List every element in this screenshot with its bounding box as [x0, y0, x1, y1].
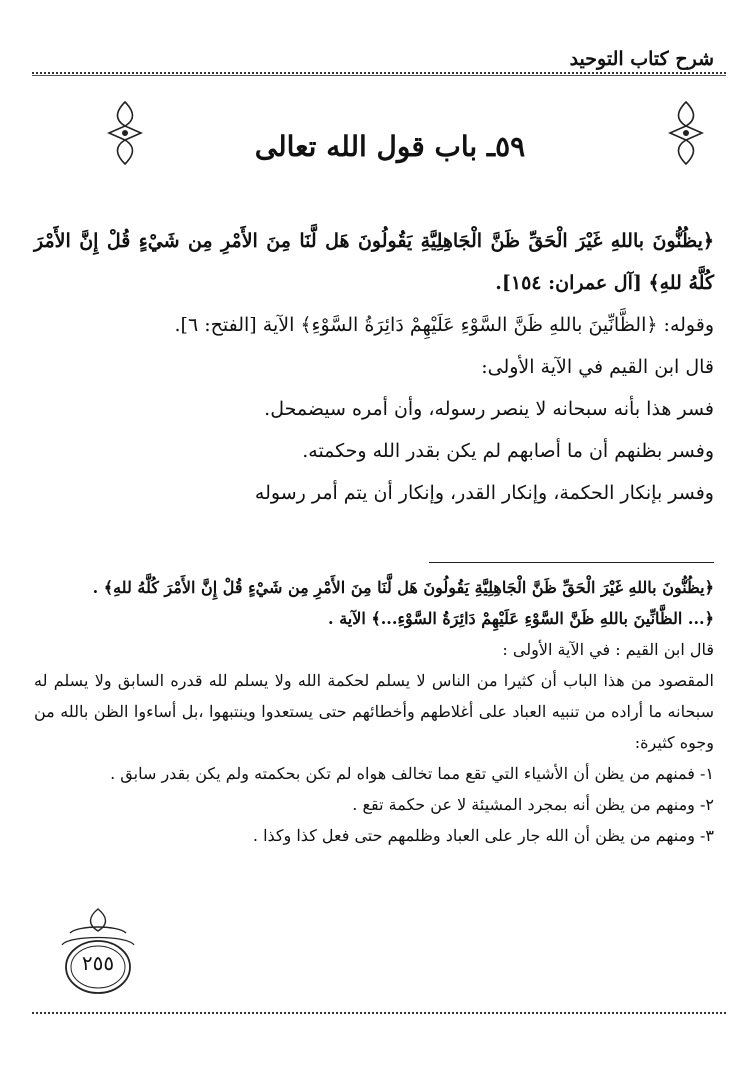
- ibn-qayyim-intro: قال ابن القيم في الآية الأولى:: [481, 356, 714, 378]
- header-solid-rule: [32, 75, 726, 76]
- footer-dotted-rule: [32, 1012, 726, 1014]
- page-number: ٢٥٥: [81, 951, 115, 975]
- second-verse-paragraph: وقوله: ﴿الظَّانِّينَ باللهِ ظَنَّ السَّوْءِ عَلَيْهِمْ دَائِرَةُ السَّوْءِ﴾ الآية [الفتح: ٦].: [174, 314, 714, 336]
- commentary-verse-1: ﴿يظُنُّونَ باللهِ غَيْرَ الْحَقِّ ظَنَّ الْجَاهِلِيَّةِ يَقُولُونَ هَل لَّنَا مِنَ الأَمْرِ مِن شَيْءٍ قُلْ إِنَّ الأَمْرَ كُلَّهُ للهِ﴾ .: [92, 578, 714, 597]
- commentary-point-3: ٣- ومنهم من يظن أن الله جار على العباد وظلمهم حتى فعل كذا وكذا .: [252, 826, 714, 845]
- commentary-body: المقصود من هذا الباب أن كثيرا من الناس لا يسلم لحكمة الله ولا يسلم لله قدره السابق ولا يسلم له سبحانه ما أراده من تنبيه العباد على أغلاطهم وأخطائهم حتى يستعدوا وينتبهوا ،بل أساءوا الظن بالله من وجوه كثيرة:: [34, 671, 714, 752]
- footnote-divider: [429, 562, 714, 563]
- commentary-point-2: ٢- ومنهم من يظن أنه بمجرد المشيئة لا عن حكمة تقع .: [352, 795, 714, 814]
- page-number-frame: [58, 905, 138, 1005]
- left-ornament-icon: [105, 100, 145, 166]
- chapter-title: ٥٩ـ باب قول الله تعالى: [254, 130, 526, 163]
- commentary-intro: قال ابن القيم : في الآية الأولى :: [502, 640, 714, 659]
- main-text: [34, 220, 714, 514]
- commentary-verse-2: ﴿... الظَّانِّينَ باللهِ ظَنَّ السَّوْءِ عَلَيْهِمْ دَائِرَةُ السَّوْءِ...﴾ الآية .: [328, 609, 714, 628]
- interpretation-1: فسر هذا بأنه سبحانه لا ينصر رسوله، وأن أمره سيضمحل.: [264, 398, 714, 420]
- right-ornament-icon: [666, 100, 706, 166]
- running-title: شرح كتاب التوحيد: [569, 48, 714, 70]
- verse-paragraph: ﴿يظُنُّونَ باللهِ غَيْرَ الْحَقِّ ظَنَّ الْجَاهِلِيَّةِ يَقُولُونَ هَل لَّنَا مِنَ الأَمْرِ مِن شَيْءٍ قُلْ إِنَّ الأَمْرَ كُلَّهُ للهِ﴾ [آل عمران: ١٥٤].: [34, 230, 714, 294]
- header-dotted-rule: [32, 72, 726, 74]
- interpretation-3: وفسر بإنكار الحكمة، وإنكار القدر، وإنكار أن يتم أمر رسوله: [254, 482, 714, 504]
- interpretation-2: وفسر بظنهم أن ما أصابهم لم يكن بقدر الله وحكمته.: [302, 440, 714, 462]
- commentary: [34, 572, 714, 851]
- commentary-point-1: ١- فمنهم من يظن أن الأشياء التي تقع مما تخالف هواه لم تكن بحكمته ولم يكن بقدر سابق .: [110, 764, 714, 783]
